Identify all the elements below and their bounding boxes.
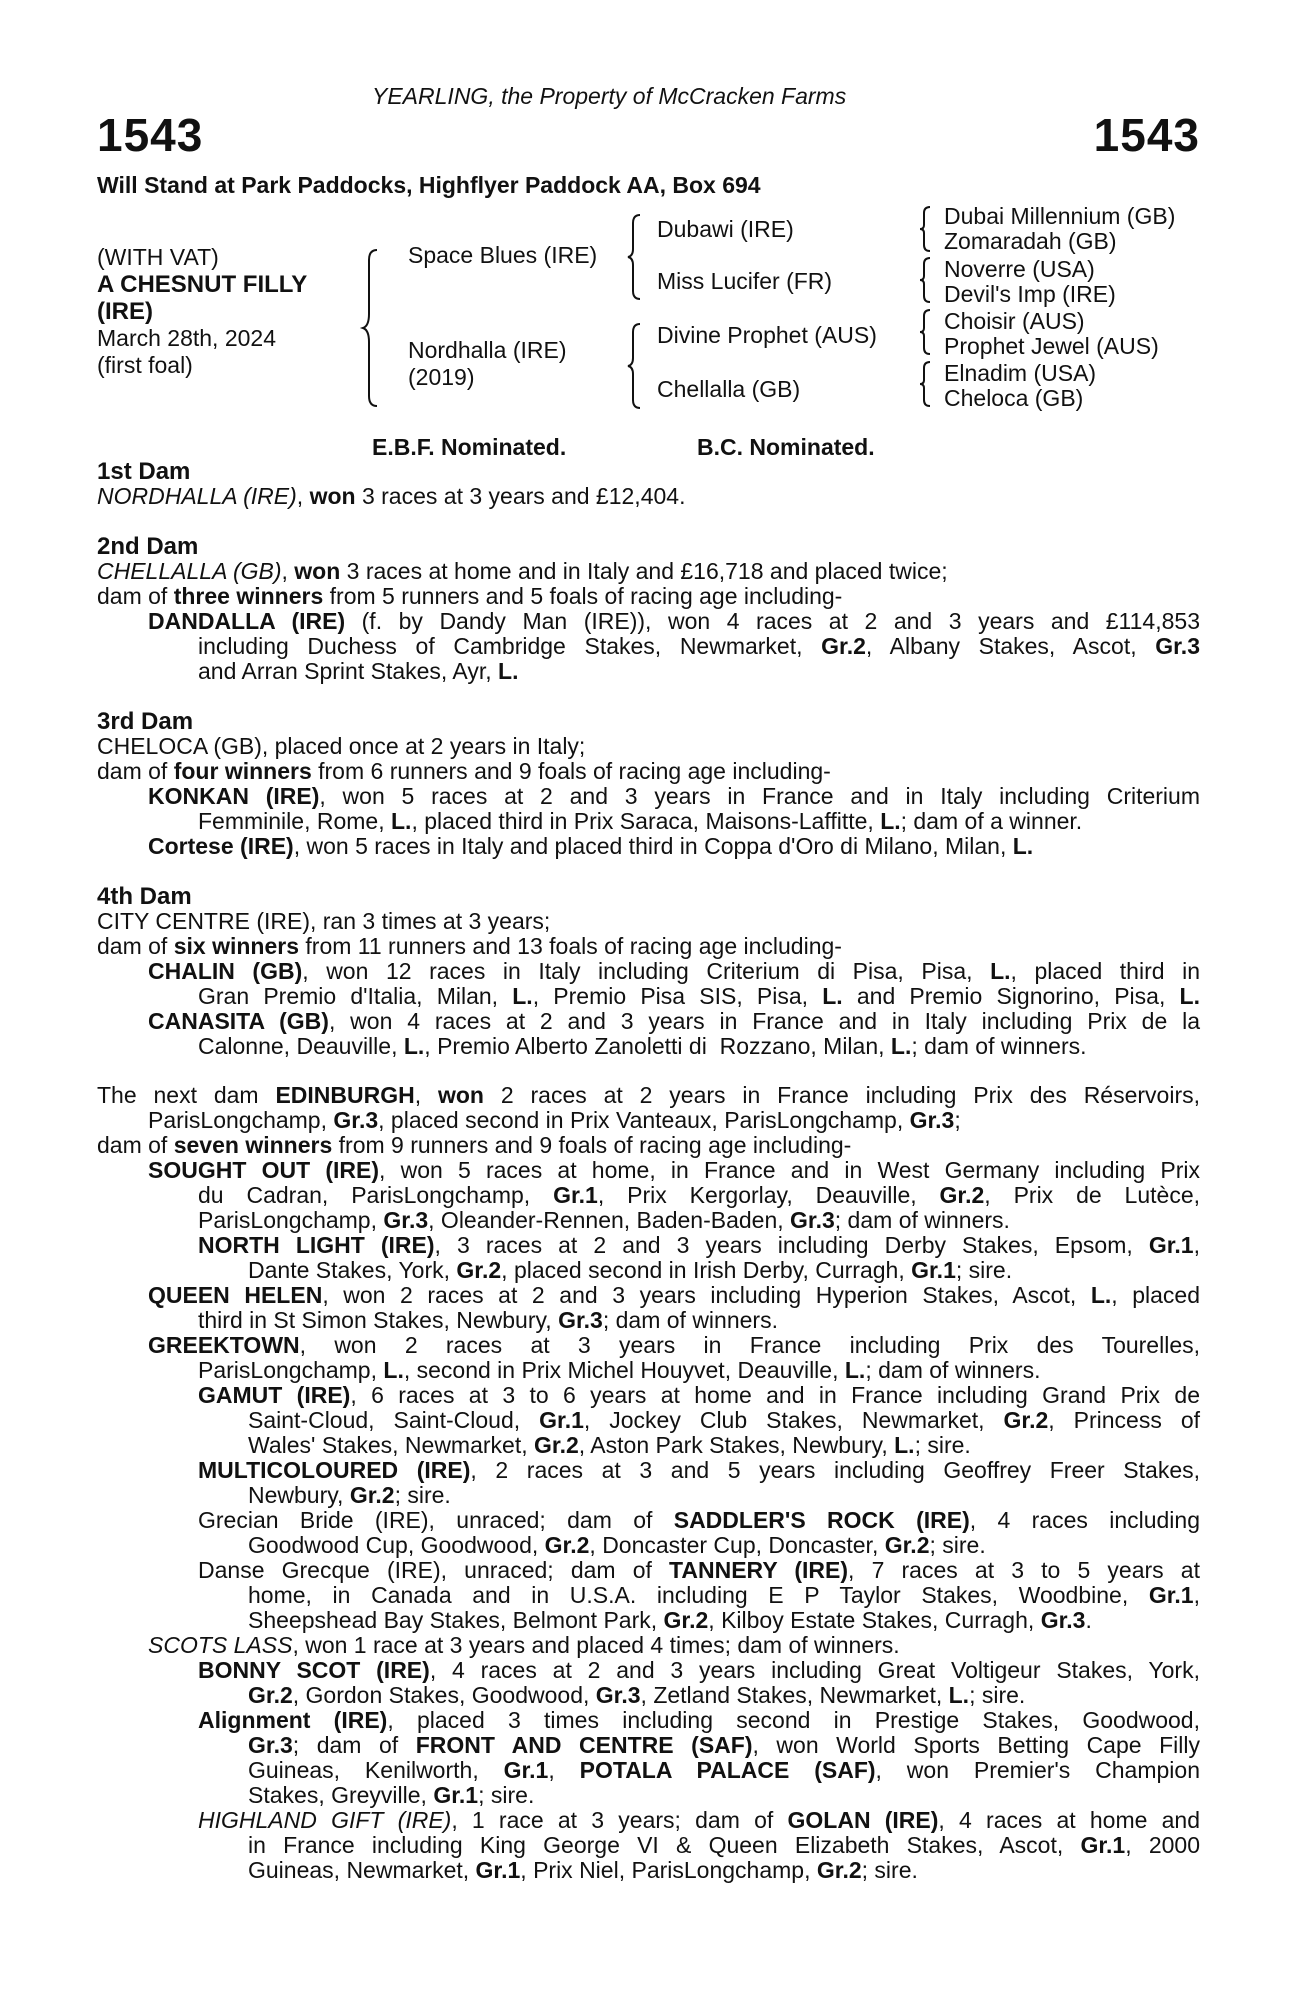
next-dam-produce-summary: dam of seven winners from 9 runners and 9 foals of racing age including- <box>97 1132 852 1158</box>
pedigree-brace-3 <box>628 322 646 410</box>
next-dam-produce-entry: SCOTS LASS, won 1 race at 3 years and placed 4 times; dam of winners. <box>148 1632 900 1658</box>
dam3-produce-entry-cont: Femminile, Rome, L., placed third in Prix Saraca, Maisons-Laffitte, L.; dam of a winner. <box>198 808 1083 834</box>
next-dam-produce-entry: GREEKTOWN, won 2 races at 3 years in France including Prix des Tourelles, <box>148 1332 1200 1358</box>
horse-name: A CHESNUT FILLY <box>97 271 308 298</box>
section-heading-1st-dam: 1st Dam <box>97 458 191 485</box>
pedigree-sds: Noverre (USA) <box>944 256 1095 282</box>
pedigree-sire-sire: Dubawi (IRE) <box>657 216 794 242</box>
dam2-produce-entry-cont: and Arran Sprint Stakes, Ayr, L. <box>198 658 519 684</box>
horse-origin: (IRE) <box>97 298 153 325</box>
next-dam-grandproduce-entry: Danse Grecque (IRE), unraced; dam of TANNERY (IRE), 7 races at 3 to 5 years at <box>198 1557 1200 1583</box>
next-dam-grandproduce-entry-cont: in France including King George VI & Queen Elizabeth Stakes, Ascot, Gr.1, 2000 <box>248 1832 1201 1858</box>
section-heading-3rd-dam: 3rd Dam <box>97 708 194 735</box>
pedigree-dam: Nordhalla (IRE) <box>408 337 567 363</box>
lot-number-right: 1543 <box>1093 109 1200 161</box>
section-heading-2nd-dam: 2nd Dam <box>97 533 199 560</box>
dam2-produce-summary: dam of three winners from 5 runners and 5 foals of racing age including- <box>97 583 843 609</box>
ebf-nomination: E.B.F. Nominated. <box>372 434 567 460</box>
pedigree-brace-5 <box>920 256 934 304</box>
lot-number-left: 1543 <box>97 109 204 161</box>
dam3-produce-entry: KONKAN (IRE), won 5 races at 2 and 3 years in France and in Italy including Criterium <box>148 783 1200 809</box>
dam3-record: CHELOCA (GB), placed once at 2 years in Italy; <box>97 733 586 759</box>
next-dam-grandproduce-entry-cont: Goodwood Cup, Goodwood, Gr.2, Doncaster Cup, Doncaster, Gr.2; sire. <box>248 1532 986 1558</box>
next-dam-grandproduce-entry: HIGHLAND GIFT (IRE), 1 race at 3 years; dam of GOLAN (IRE), 4 races at home and <box>198 1807 1201 1833</box>
next-dam-produce-entry-cont: ParisLongchamp, Gr.3, Oleander-Rennen, Baden-Baden, Gr.3; dam of winners. <box>198 1207 1010 1233</box>
next-dam-grandproduce-entry-cont: Guineas, Kenilworth, Gr.1, POTALA PALACE (SAF), won Premier's Champion <box>248 1757 1200 1783</box>
next-dam-produce-entry: QUEEN HELEN, won 2 races at 2 and 3 years including Hyperion Stakes, Ascot, L., placed <box>148 1282 1200 1308</box>
dam4-record: CITY CENTRE (IRE), ran 3 times at 3 years; <box>97 908 551 934</box>
next-dam-grandproduce-entry-cont: home, in Canada and in U.S.A. including E P Taylor Stakes, Woodbine, Gr.1, <box>248 1582 1200 1608</box>
next-dam-grandproduce-entry-cont: Wales' Stakes, Newmarket, Gr.2, Aston Park Stakes, Newbury, L.; sire. <box>248 1432 971 1458</box>
dam4-produce-entry: CANASITA (GB), won 4 races at 2 and 3 years in France and in Italy including Prix de la <box>148 1008 1200 1034</box>
pedigree-brace-6 <box>920 308 934 356</box>
next-dam-produce-entry-cont: third in St Simon Stakes, Newbury, Gr.3; dam of winners. <box>198 1307 778 1333</box>
foal-note: (first foal) <box>97 352 193 378</box>
pedigree-dsd: Prophet Jewel (AUS) <box>944 333 1159 359</box>
next-dam-grandproduce-entry: Alignment (IRE), placed 3 times including second in Prestige Stakes, Goodwood, <box>198 1707 1200 1733</box>
next-dam-produce-entry-cont: ParisLongchamp, L., second in Prix Michel Houyvet, Deauville, L.; dam of winners. <box>198 1357 1041 1383</box>
pedigree-brace-7 <box>920 360 934 408</box>
next-dam-record-cont: ParisLongchamp, Gr.3, placed second in Prix Vanteaux, ParisLongchamp, Gr.3; <box>148 1107 961 1133</box>
next-dam-grandproduce-entry-cont: Gr.2, Gordon Stakes, Goodwood, Gr.3, Zetland Stakes, Newmarket, L.; sire. <box>248 1682 1026 1708</box>
next-dam-grandproduce-entry-cont: Stakes, Greyville, Gr.1; sire. <box>248 1782 535 1808</box>
pedigree-sire: Space Blues (IRE) <box>408 242 598 268</box>
next-dam-grandproduce-entry: NORTH LIGHT (IRE), 3 races at 2 and 3 years including Derby Stakes, Epsom, Gr.1, <box>198 1232 1200 1258</box>
next-dam-grandproduce-entry-cont: Sheepshead Bay Stakes, Belmont Park, Gr.2, Kilboy Estate Stakes, Curragh, Gr.3. <box>248 1607 1092 1633</box>
dam1-record: NORDHALLA (IRE), won 3 races at 3 years and £12,404. <box>97 483 686 509</box>
section-heading-4th-dam: 4th Dam <box>97 883 192 910</box>
next-dam-record: The next dam EDINBURGH, won 2 races at 2 years in France including Prix des Réservoirs, <box>97 1082 1200 1108</box>
next-dam-grandproduce-entry: MULTICOLOURED (IRE), 2 races at 3 and 5 years including Geoffrey Freer Stakes, <box>198 1457 1200 1483</box>
next-dam-grandproduce-entry-cont: Saint-Cloud, Saint-Cloud, Gr.1, Jockey Club Stakes, Newmarket, Gr.2, Princess of <box>248 1407 1201 1433</box>
dam4-produce-summary: dam of six winners from 11 runners and 13 foals of racing age including- <box>97 933 842 959</box>
dam2-produce-entry: DANDALLA (IRE) (f. by Dandy Man (IRE)), won 4 races at 2 and 3 years and £114,853 <box>148 608 1200 634</box>
pedigree-dam-year: (2019) <box>408 364 475 390</box>
lot-subtitle: YEARLING, the Property of McCracken Farms <box>372 83 847 109</box>
pedigree-brace-4 <box>920 205 934 253</box>
bc-nomination: B.C. Nominated. <box>697 434 875 460</box>
pedigree-dam-sire: Divine Prophet (AUS) <box>657 322 877 348</box>
next-dam-grandproduce-entry-cont: Newbury, Gr.2; sire. <box>248 1482 451 1508</box>
foaling-date: March 28th, 2024 <box>97 325 277 351</box>
pedigree-brace-2 <box>628 213 646 301</box>
next-dam-produce-entry-cont: du Cadran, ParisLongchamp, Gr.1, Prix Kergorlay, Deauville, Gr.2, Prix de Lutèce, <box>198 1182 1200 1208</box>
dam3-produce-entry: Cortese (IRE), won 5 races in Italy and placed third in Coppa d'Oro di Milano, Milan, L. <box>148 833 1034 859</box>
pedigree-dam-dam: Chellalla (GB) <box>657 376 801 402</box>
vat-note: (WITH VAT) <box>97 244 219 270</box>
pedigree-sdd: Devil's Imp (IRE) <box>944 281 1116 307</box>
next-dam-produce-entry: SOUGHT OUT (IRE), won 5 races at home, in France and in West Germany including Prix <box>148 1157 1200 1183</box>
next-dam-grandproduce-entry: BONNY SCOT (IRE), 4 races at 2 and 3 years including Great Voltigeur Stakes, York, <box>198 1657 1200 1683</box>
dam3-produce-summary: dam of four winners from 6 runners and 9 foals of racing age including- <box>97 758 831 784</box>
next-dam-grandproduce-entry: GAMUT (IRE), 6 races at 3 to 6 years at home and in France including Grand Prix de <box>198 1382 1200 1408</box>
next-dam-grandproduce-entry-cont: Gr.3; dam of FRONT AND CENTRE (SAF), won World Sports Betting Cape Filly <box>248 1732 1200 1758</box>
stand-location: Will Stand at Park Paddocks, Highflyer Paddock AA, Box 694 <box>97 172 761 198</box>
pedigree-sire-dam: Miss Lucifer (FR) <box>657 268 833 294</box>
pedigree-dss: Choisir (AUS) <box>944 308 1085 334</box>
pedigree-brace-1 <box>363 248 383 408</box>
pedigree-ssd: Zomaradah (GB) <box>944 228 1117 254</box>
pedigree-dds: Elnadim (USA) <box>944 360 1097 386</box>
dam4-produce-entry-cont: Calonne, Deauville, L., Premio Alberto Zanoletti di Rozzano, Milan, L.; dam of winners. <box>198 1033 1087 1059</box>
dam2-record: CHELLALLA (GB), won 3 races at home and in Italy and £16,718 and placed twice; <box>97 558 948 584</box>
dam4-produce-entry: CHALIN (GB), won 12 races in Italy including Criterium di Pisa, Pisa, L., placed third in <box>148 958 1200 984</box>
next-dam-grandproduce-entry-cont: Guineas, Newmarket, Gr.1, Prix Niel, ParisLongchamp, Gr.2; sire. <box>248 1857 918 1883</box>
dam2-produce-entry-cont: including Duchess of Cambridge Stakes, Newmarket, Gr.2, Albany Stakes, Ascot, Gr.3 <box>198 633 1200 659</box>
next-dam-grandproduce-entry-cont: Dante Stakes, York, Gr.2, placed second in Irish Derby, Curragh, Gr.1; sire. <box>248 1257 1013 1283</box>
dam4-produce-entry-cont: Gran Premio d'Italia, Milan, L., Premio Pisa SIS, Pisa, L. and Premio Signorino, Pisa, L. <box>198 983 1200 1009</box>
pedigree-ddd: Cheloca (GB) <box>944 385 1084 411</box>
next-dam-grandproduce-entry: Grecian Bride (IRE), unraced; dam of SADDLER'S ROCK (IRE), 4 races including <box>198 1507 1201 1533</box>
pedigree-sss: Dubai Millennium (GB) <box>944 203 1176 229</box>
